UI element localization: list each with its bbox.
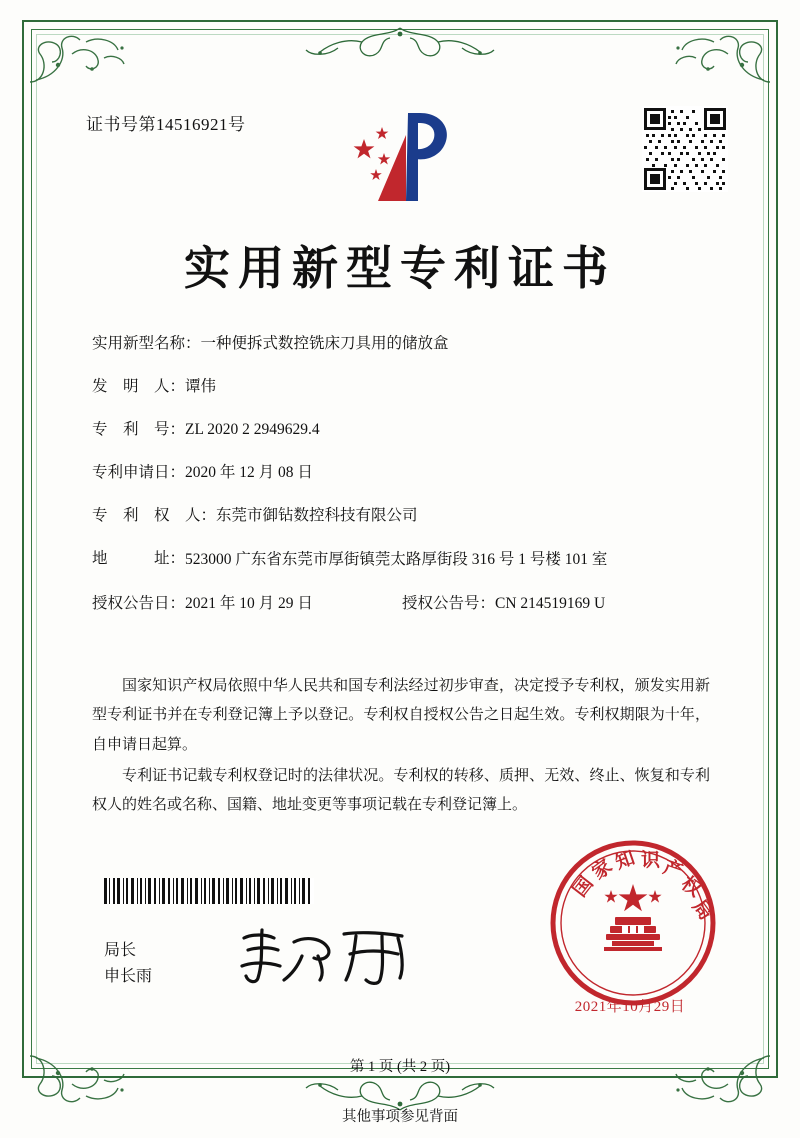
field-label: 专 利 权 人： bbox=[92, 507, 217, 525]
field-inventor bbox=[92, 375, 712, 399]
field-patent-number bbox=[92, 418, 712, 442]
page-title: 实用新型专利证书 bbox=[184, 243, 616, 294]
cnipa-logo-icon bbox=[348, 105, 468, 210]
fields-block bbox=[92, 332, 712, 622]
top-ornament-icon bbox=[250, 22, 550, 68]
field-value: 2020 年 12 月 08 日 bbox=[185, 464, 313, 482]
field-announcement-number bbox=[402, 592, 712, 616]
field-value: 东莞市御钻数控科技有限公司 bbox=[216, 507, 418, 525]
svg-text:知: 知 bbox=[612, 847, 638, 874]
field-value: 谭伟 bbox=[185, 378, 217, 396]
field-address bbox=[92, 547, 712, 573]
field-label: 专 利 号： bbox=[92, 421, 186, 439]
field-value: CN 214519169 U bbox=[495, 595, 606, 613]
seal-date: 2021年10月29日 bbox=[574, 999, 686, 1015]
svg-text:国: 国 bbox=[569, 873, 598, 902]
svg-text:局: 局 bbox=[688, 896, 717, 925]
director-block bbox=[104, 938, 152, 989]
page-number: 第 1 页 (共 2 页) bbox=[349, 1059, 451, 1075]
barcode-icon bbox=[104, 878, 314, 904]
field-label: 专利申请日： bbox=[92, 464, 186, 482]
field-label: 发 明 人： bbox=[92, 378, 186, 396]
field-label: 地 址： bbox=[92, 550, 186, 568]
field-label: 授权公告日： bbox=[92, 595, 186, 613]
field-utility-model-name bbox=[92, 332, 712, 356]
qr-code-icon bbox=[642, 106, 728, 192]
field-label: 授权公告号： bbox=[402, 595, 496, 613]
field-announcement-date bbox=[92, 592, 402, 616]
field-value: ZL 2020 2 2949629.4 bbox=[185, 421, 320, 439]
field-label: 实用新型名称： bbox=[92, 335, 201, 352]
corner-ornament-icon bbox=[26, 24, 142, 86]
svg-text:家: 家 bbox=[588, 855, 617, 885]
paragraph-register-statement: 专利证书记载专利权登记时的法律状况。专利权的转移、质押、无效、终止、恢复和专利权人的姓名或名称、国籍、地址变更等事项记载在专利登记簿上。 bbox=[92, 767, 710, 813]
footnote: 其他事项参见背面 bbox=[342, 1109, 458, 1125]
official-seal-icon bbox=[548, 838, 718, 1008]
field-patentee bbox=[92, 504, 712, 528]
body-text bbox=[92, 672, 710, 822]
director-name: 申长雨 bbox=[104, 967, 153, 985]
svg-text:权: 权 bbox=[677, 873, 705, 902]
svg-text:识: 识 bbox=[641, 850, 661, 871]
paragraph-grant-statement: 国家知识产权局依照中华人民共和国专利法经过初步审查，决定授予专利权，颁发实用新型专利证书并在专利登记簿上予以登记。专利权自授权公告之日起生效。专利权期限为十年，自申请日起算。 bbox=[92, 678, 710, 753]
svg-text:产: 产 bbox=[660, 856, 686, 883]
corner-ornament-icon bbox=[658, 24, 774, 86]
field-application-date bbox=[92, 461, 712, 485]
director-signature-icon bbox=[232, 922, 418, 988]
field-grant-row bbox=[92, 592, 712, 616]
certificate-number: 证书号第14516921号 bbox=[86, 115, 246, 134]
field-value: 523000 广东省东莞市厚街镇莞太路厚街段 316 号 1 号楼 101 室 bbox=[185, 551, 608, 569]
field-value: 2021 年 10 月 29 日 bbox=[185, 595, 313, 613]
director-title-label: 局长 bbox=[104, 942, 137, 959]
field-value: 一种便拆式数控铣床刀具用的储放盒 bbox=[200, 335, 449, 352]
